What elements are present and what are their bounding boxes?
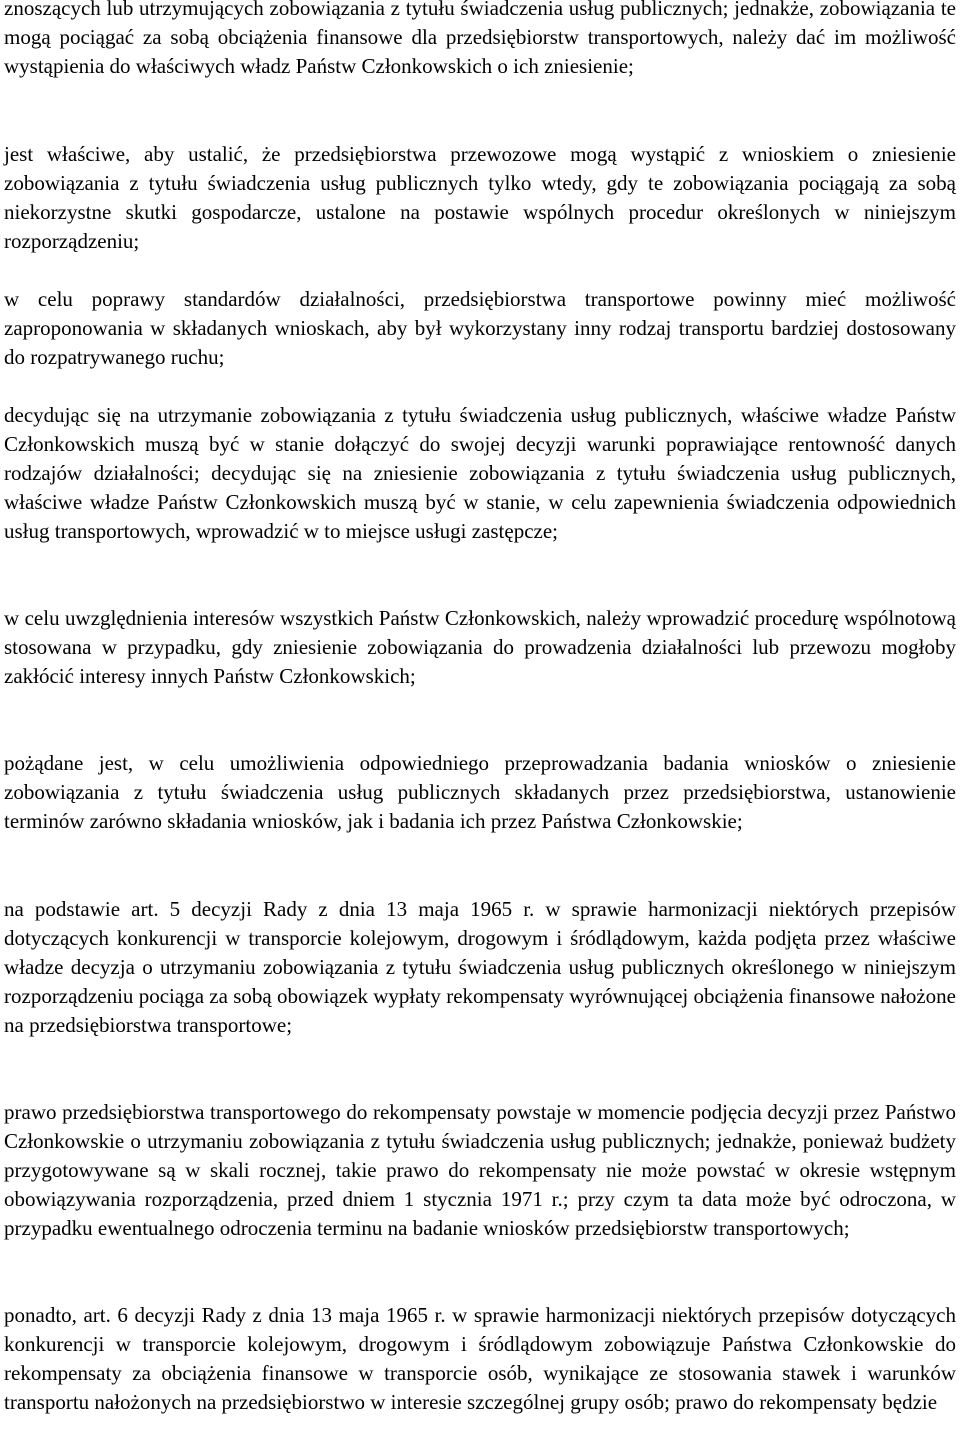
paragraph-8: prawo przedsiębiorstwa transportowego do rekompensaty powstaje w momencie podjęcia decyzji przez Państwo Członkowskie o utrzymaniu zobowiązania z tytułu świadczenia usług publicznych; jednakże, ponieważ budżety przygotowywane są w skali rocznej, takie prawo do rekompensaty nie może powstać w okresie wstępnym obowiązywania rozporządzenia, przed dniem 1 stycznia 1971 r.; przy czym ta data może być odroczona, w przypadku ewentualnego odroczenia terminu na badanie wniosków przedsiębiorstw transportowych; — [4, 1100, 956, 1240]
paragraph-6: pożądane jest, w celu umożliwienia odpowiedniego przeprowadzania badania wniosków o zniesienie zobowiązania z tytułu świadczenia usług publicznych składanych przez przedsiębiorstwa, ustanowienie terminów zarówno składania wniosków, jak i badania ich przez Państwa Członkowskie; — [4, 751, 956, 833]
paragraph-2: jest właściwe, aby ustalić, że przedsiębiorstwa przewozowe mogą wystąpić z wnioskiem o zniesienie zobowiązania z tytułu świadczenia usług publicznych tylko wtedy, gdy te zobowiązania pociągają za sobą niekorzystne skutki gospodarcze, ustalone na postawie wspólnych procedur określonych w niniejszym rozporządzeniu; — [4, 142, 956, 253]
paragraph-1: znoszących lub utrzymujących zobowiązania z tytułu świadczenia usług publicznych; jednakże, zobowiązania te mogą pociągać za sobą obciążenia finansowe dla przedsiębiorstw transportowych, należy dać im możliwość wystąpienia do właściwych władz Państw Członkowskich o ich zniesienie; — [4, 0, 956, 78]
paragraph-9: ponadto, art. 6 decyzji Rady z dnia 13 maja 1965 r. w sprawie harmonizacji niektórych przepisów dotyczących konkurencji w transporcie kolejowym, drogowym i śródlądowym zobowiązuje Państwa Członkowskie do rekompensaty za obciążenia finansowe w transporcie osób, wynikające ze stosowania stawek i warunków transportu nałożonych na przedsiębiorstwo w interesie szczególnej grupy osób; prawo do rekompensaty będzie — [4, 1303, 956, 1414]
paragraph-7: na podstawie art. 5 decyzji Rady z dnia 13 maja 1965 r. w sprawie harmonizacji niektórych przepisów dotyczących konkurencji w transporcie kolejowym, drogowym i śródlądowym, każda podjęta przez właściwe władze decyzja o utrzymaniu zobowiązania z tytułu świadczenia usług publicznych określonego w niniejszym rozporządzeniu pociąga za sobą obowiązek wypłaty rekompensaty wyrównującej obciążenia finansowe nałożone na przedsiębiorstwa transportowe; — [4, 897, 956, 1037]
paragraph-4: decydując się na utrzymanie zobowiązania z tytułu świadczenia usług publicznych, właściwe władze Państw Członkowskich muszą być w stanie dołączyć do swojej decyzji warunki poprawiające rentowność danych rodzajów działalności; decydując się na zniesienie zobowiązania z tytułu świadczenia usług publicznych, właściwe władze Państw Członkowskich muszą być w stanie, w celu zapewnienia świadczenia odpowiednich usług transportowych, wprowadzić w to miejsce usługi zastępcze; — [4, 403, 956, 543]
paragraph-3: w celu poprawy standardów działalności, przedsiębiorstwa transportowe powinny mieć możliwość zaproponowania w składanych wnioskach, aby był wykorzystany inny rodzaj transportu bardziej dostosowany do rozpatrywanego ruchu; — [4, 287, 956, 369]
paragraph-5: w celu uwzględnienia interesów wszystkich Państw Członkowskich, należy wprowadzić procedurę wspólnotową stosowana w przypadku, gdy zniesienie zobowiązania do prowadzenia działalności lub przewozu mogłoby zakłócić interesy innych Państw Członkowskich; — [4, 606, 956, 688]
